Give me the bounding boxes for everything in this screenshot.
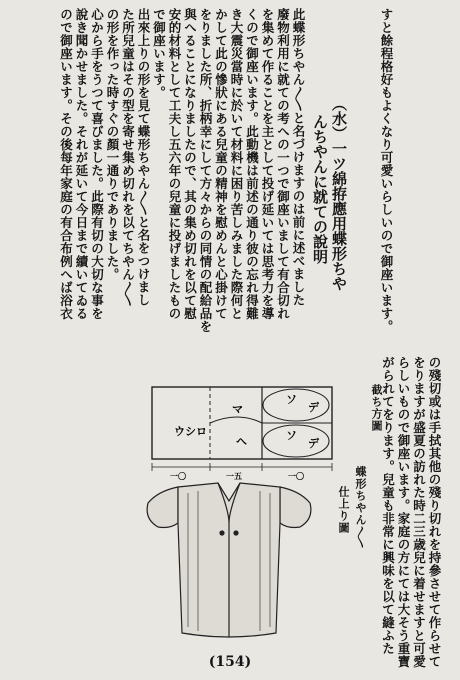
body-line: を集めて作ることを主として投げ延いては思考力を導	[260, 8, 275, 320]
section-heading-line-1: （水）一ツ綿拵應用蝶形ちや	[330, 96, 348, 291]
caption-finished-line-1: 蝶形ちやん〳〵	[354, 466, 367, 549]
body-line: 安的材料として工夫し五六年の兒童に投げましたもの	[167, 8, 182, 320]
body-line: 出來上りの形を見て蝶形ちやん〳〵と名をつけまし	[136, 8, 151, 307]
body-line: の形を作った時すぐの顏一通りでありました。	[105, 8, 120, 281]
body-line: き大震災當時に於いて材料に困り苦しみました際何と	[229, 8, 244, 320]
dim-label-3: 一〇	[288, 472, 304, 481]
section-heading	[310, 96, 348, 291]
body-line: 心から手をうつて喜びました。此際有切の大切な事を	[89, 8, 105, 320]
body-line: がられてをります。兒童も非常に興味を以て縫ふた	[380, 356, 396, 655]
body-line: た所兒童はその型を寄せ集め切れを以てちやん〳〵	[120, 8, 136, 307]
pattern-diagram	[118, 383, 340, 653]
body-line: 廢物利用に就ての考への一つで御座いまして有合切れ	[275, 8, 291, 320]
body-line: をりますが盛夏の訪れた時二三歳兒に着せますと可愛	[411, 356, 427, 668]
caption-finished-line-2: 仕上り圖	[337, 486, 350, 534]
body-line: くので御座います。此動機は前述の通り彼の忘れ得難	[244, 8, 260, 320]
label-de-2: デ	[308, 437, 319, 450]
body-line: をりました所、折柄幸にして方々からの同情の配給品を	[198, 8, 213, 333]
label-so-1: ソ	[286, 393, 297, 406]
body-text-lower	[380, 356, 442, 668]
label-de-1: デ	[308, 401, 319, 414]
pattern-figure	[118, 383, 340, 653]
body-line: かして此の慘狀にある兒童の精神を慰めんと心掛けて	[213, 8, 229, 320]
body-line: 說き聞かせました。それが延いて今日まで續いてゐる	[74, 8, 89, 320]
dim-label-2: 一五	[226, 472, 242, 481]
body-line: 與へることになりましたので、其の集め切れを以て慰	[182, 8, 198, 320]
dim-label-1: 一〇	[170, 472, 186, 481]
body-line: の殘切或は手拭其他の殘り切れを持參させて作らせて	[427, 356, 442, 668]
body-line: で御座います。	[151, 8, 167, 99]
label-so-2: ソ	[286, 429, 297, 442]
page-number: (154)	[208, 654, 252, 670]
body-line: らしいもので御座います。家庭の方にては大そう重寶	[396, 356, 411, 668]
body-line: ので御座います。その後每年家庭の有合布例へば浴衣	[58, 8, 74, 320]
section-heading-line-2: んちやんに就ての說明	[311, 114, 329, 264]
label-ma: マ	[232, 403, 243, 416]
finished-garment-illustration	[147, 483, 311, 637]
top-continuation-text: すと餘程格好もよくなり可愛いらしいので御座います。	[379, 8, 394, 333]
body-line: 此蝶形ちやん〳〵と名づけますのは前に述べました	[291, 8, 306, 307]
label-ushiro: ウシロ	[174, 425, 207, 438]
caption-cutting-diagram: 截ち方圖	[370, 384, 383, 432]
label-e: ヘ	[236, 435, 247, 448]
body-text-upper	[58, 8, 306, 380]
